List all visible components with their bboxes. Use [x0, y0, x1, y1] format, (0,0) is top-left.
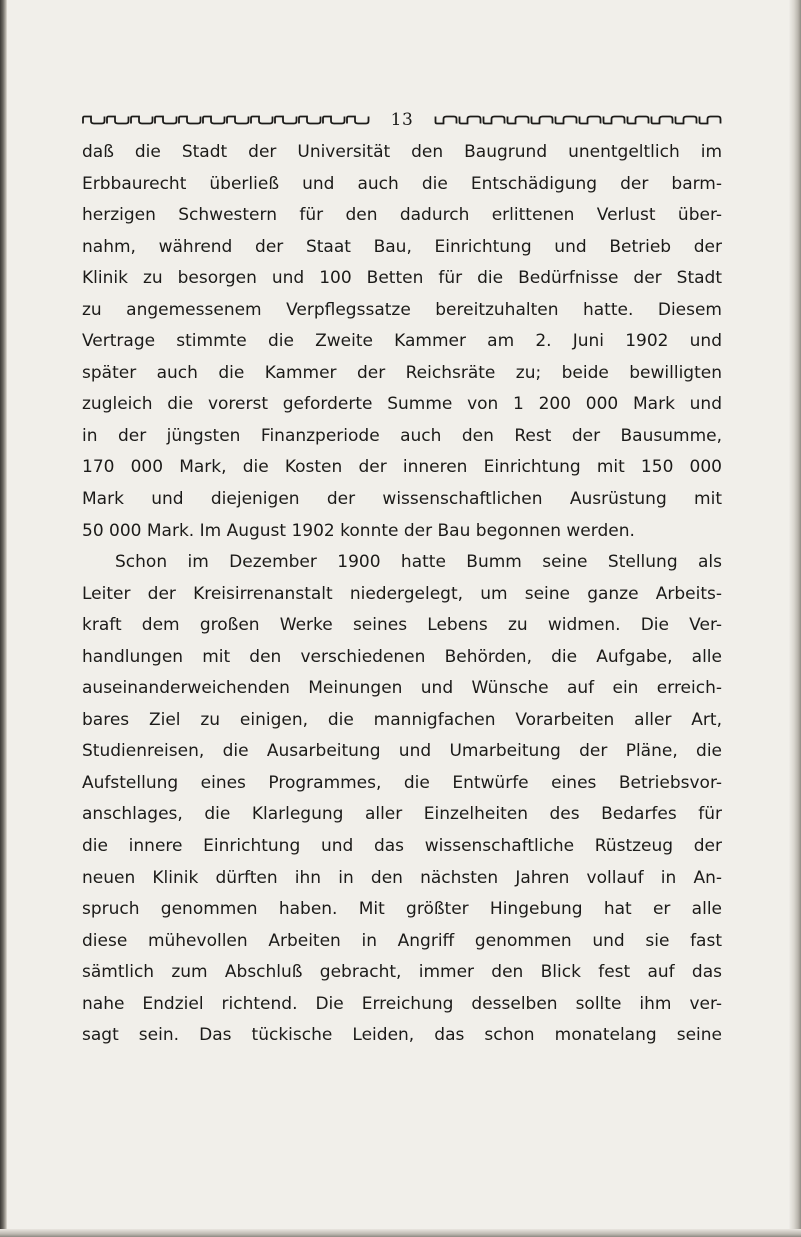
page-number: 13	[390, 110, 414, 130]
text-line: sämtlich zum Abschluß gebracht, immer den Blick fest auf das	[82, 962, 722, 983]
text-line: kraft dem großen Werke seines Lebens zu widmen. Die Ver-	[82, 615, 722, 636]
text-line: diese mühevollen Arbeiten in Angriff genommen und sie fast	[82, 930, 722, 951]
text-line: Aufstellung eines Programmes, die Entwürfe eines Betriebsvor-	[82, 772, 722, 793]
text-line: daß die Stadt der Universität den Baugrund unentgeltlich im	[82, 142, 722, 162]
text-line: anschlages, die Klarlegung aller Einzelheiten des Bedarfes für	[82, 804, 722, 825]
text-line: nahm, während der Staat Bau, Einrichtung und Betrieb der	[82, 236, 722, 257]
text-line: zugleich die vorerst geforderte Summe von 1 200 000 Mark und	[82, 394, 722, 415]
text-line: nahe Endziel richtend. Die Erreichung desselben sollte ihm ver-	[82, 993, 722, 1014]
text-line: Studienreisen, die Ausarbeitung und Umarbeitung der Pläne, die	[82, 741, 722, 762]
page-edge-left	[0, 0, 7, 1237]
text-line: auseinanderweichenden Meinungen und Wünsche auf ein erreich-	[82, 678, 722, 699]
text-line: spruch genommen haben. Mit größter Hingebung hat er alle	[82, 899, 722, 920]
text-line: in der jüngsten Finanzperiode auch den Rest der Bausumme,	[82, 425, 722, 446]
text-line: Erbbaurecht überließ und auch die Entschädigung der barm-	[82, 173, 722, 194]
page-edge-bottom	[0, 1229, 801, 1237]
text-line: Schon im Dezember 1900 hatte Bumm seine Stellung als	[115, 552, 722, 573]
text-line: Leiter der Kreisirrenanstalt niedergelegt, um seine ganze Arbeits-	[82, 583, 722, 604]
text-line: 170 000 Mark, die Kosten der inneren Einrichtung mit 150 000	[82, 457, 722, 478]
header-ornament-right	[434, 115, 722, 125]
text-line: bares Ziel zu einigen, die mannigfachen Vorarbeiten aller Art,	[82, 709, 722, 730]
text-line: sagt sein. Das tückische Leiden, das schon monatelang seine	[82, 1025, 722, 1046]
text-line: die innere Einrichtung und das wissenschaftliche Rüstzeug der	[82, 836, 722, 857]
text-line: neuen Klinik dürften ihn in den nächsten Jahren vollauf in An-	[82, 867, 722, 888]
text-line: handlungen mit den verschiedenen Behörden, die Aufgabe, alle	[82, 646, 722, 667]
text-line: 50 000 Mark. Im August 1902 konnte der Bau begonnen werden.	[82, 520, 635, 541]
paragraph	[82, 547, 722, 1052]
page-header	[82, 108, 722, 132]
text-line: Vertrage stimmte die Zweite Kammer am 2. Juni 1902 und	[82, 331, 722, 352]
text-line: Klinik zu besorgen und 100 Betten für die Bedürfnisse der Stadt	[82, 268, 722, 289]
text-line: Mark und diejenigen der wissenschaftlichen Ausrüstung mit	[82, 489, 722, 510]
text-line: später auch die Kammer der Reichsräte zu; beide bewilligten	[82, 362, 722, 383]
text-line: herzigen Schwestern für den dadurch erlittenen Verlust über-	[82, 205, 722, 226]
text-line: zu angemessenem Verpflegssatze bereitzuhalten hatte. Diesem	[82, 299, 722, 320]
paragraph	[82, 137, 722, 547]
header-ornament-left	[82, 115, 370, 125]
body-text	[82, 137, 722, 1052]
page-edge-right	[789, 0, 801, 1237]
